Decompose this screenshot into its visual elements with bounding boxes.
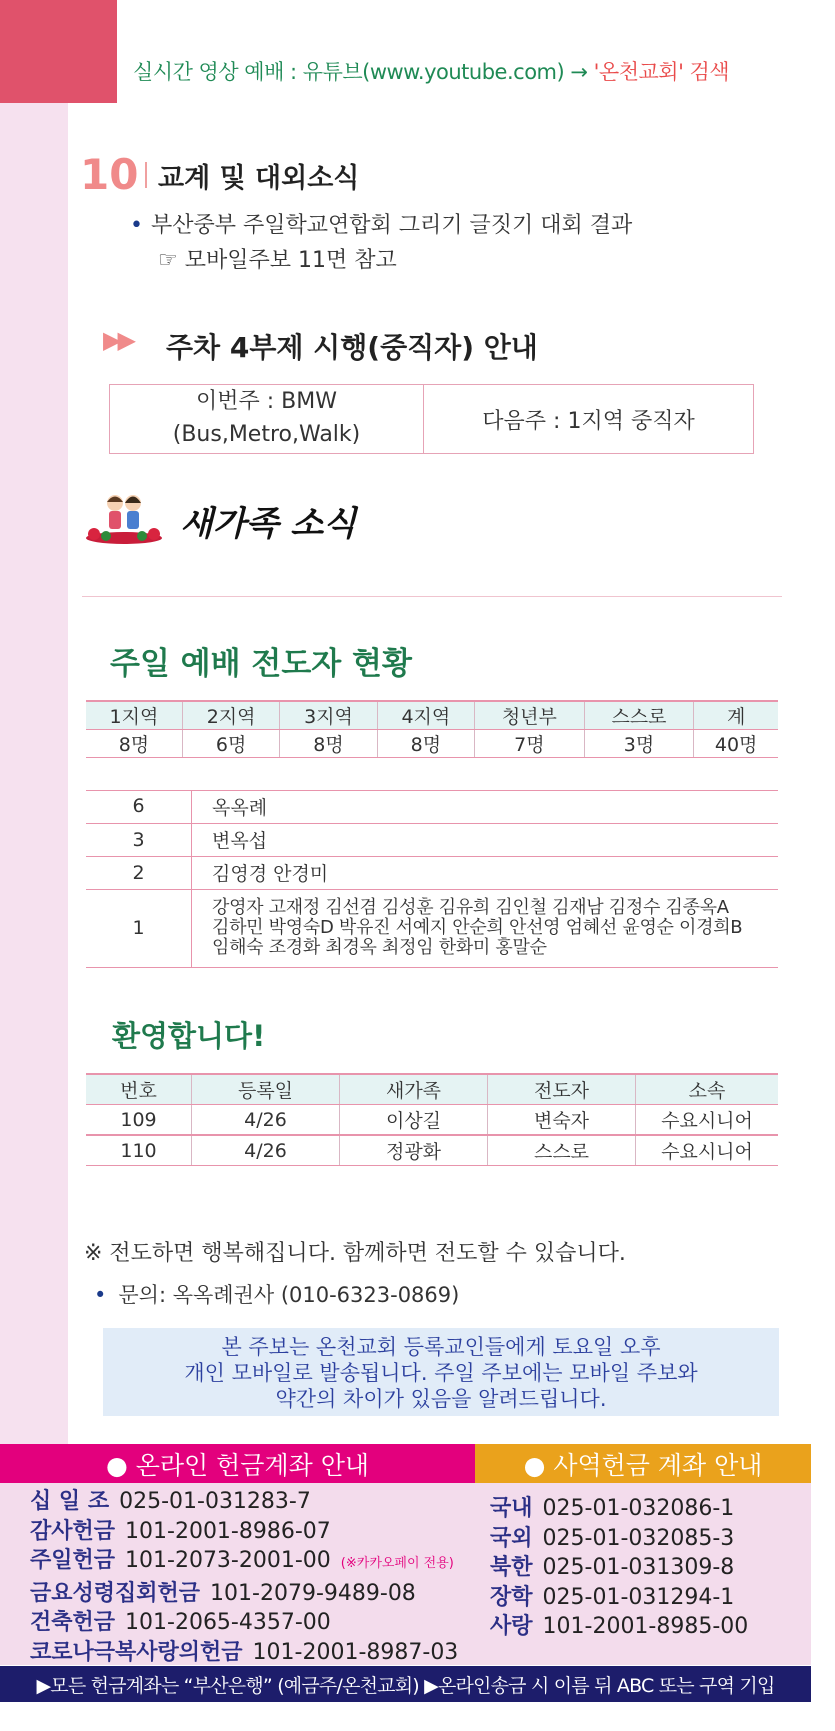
account-label: 국외 — [490, 1525, 533, 1551]
account-label: 코로나극복사랑의헌금 — [30, 1639, 243, 1665]
evangelist-row — [86, 790, 778, 823]
live-stream-text: 실시간 영상 예배 : 유튜브(www.youtube.com) → — [133, 60, 594, 84]
evangelist-count: 1 — [86, 889, 192, 967]
evangelist-names: 옥옥례 — [192, 790, 779, 823]
mission-account-list — [490, 1494, 748, 1642]
region-count: 40명 — [694, 730, 778, 758]
evangelist-names: 김영경 안경미 — [192, 856, 779, 889]
registration-header-row — [86, 1074, 778, 1105]
account-label: 북한 — [490, 1555, 533, 1580]
bullet-icon: • — [130, 213, 143, 238]
evangelist-row — [86, 823, 778, 856]
evangelist-names — [192, 889, 779, 967]
account-item — [490, 1583, 748, 1613]
account-label: 십 일 조 — [30, 1489, 110, 1514]
registration-header: 새가족 — [340, 1074, 488, 1105]
account-item — [30, 1546, 458, 1579]
mission-offering-header: ● 사역헌금 계좌 안내 — [475, 1444, 811, 1483]
welcome-title: 환영합니다! — [112, 1019, 266, 1053]
registration-cell: 스스로 — [488, 1135, 636, 1166]
account-label: 장학 — [490, 1584, 533, 1610]
news-reference: ☞ 모바일주보 11면 참고 — [158, 248, 397, 273]
account-item — [490, 1553, 748, 1583]
news-bullet — [130, 208, 632, 239]
region-table — [86, 700, 778, 758]
registration-cell: 수요시니어 — [636, 1135, 779, 1166]
region-count: 6명 — [182, 730, 279, 758]
region-count: 3명 — [584, 730, 694, 758]
news-bullet-text: 부산중부 주일학교연합회 그리기 글짓기 대회 결과 — [150, 213, 633, 238]
region-header: 청년부 — [475, 701, 585, 730]
contact-text: 문의: 옥옥례권사 (010-6323-0869) — [118, 1283, 460, 1307]
registration-row — [86, 1135, 778, 1166]
live-stream-notice — [133, 56, 729, 86]
mobile-notice-line: 본 주보는 온천교회 등록교인들에게 토요일 오후 — [221, 1335, 661, 1359]
account-number: 101-2065-4357-00 — [125, 1610, 331, 1635]
registration-cell: 4/26 — [192, 1105, 340, 1136]
account-number: 025-01-031283-7 — [119, 1489, 311, 1514]
bank-footer-note: ▶모든 헌금계좌는 “부산은행” (예금주/온천교회) ▶온라인송금 시 이름 뒤 ABC 또는 구역 기입 — [0, 1666, 811, 1702]
registration-cell: 109 — [86, 1105, 192, 1136]
region-count: 8명 — [86, 730, 182, 758]
region-header: 계 — [694, 701, 778, 730]
new-family-title: 새가족 소식 — [180, 504, 357, 544]
account-number: 025-01-031294-1 — [542, 1584, 735, 1610]
live-stream-highlight: '온천교회' 검색 — [593, 60, 730, 84]
account-label: 국내 — [490, 1496, 533, 1521]
account-number: 101-2001-8985-00 — [542, 1614, 749, 1639]
account-number: 101-2073-2001-00 — [125, 1548, 331, 1573]
mobile-bulletin-notice — [103, 1328, 779, 1416]
section-title: 교계 및 대외소식 — [158, 163, 360, 194]
section-number: 10 — [80, 150, 139, 199]
parking-title: 주차 4부제 시행(중직자) 안내 — [166, 331, 538, 364]
region-header: 스스로 — [584, 701, 694, 730]
parking-next-week: 다음주 : 1지역 중직자 — [482, 408, 695, 434]
parking-this-week-line2: (Bus,Metro,Walk) — [172, 422, 361, 447]
account-label: 사랑 — [490, 1614, 533, 1639]
registration-cell: 정광화 — [340, 1135, 488, 1166]
account-item — [30, 1487, 458, 1517]
registration-cell: 이상길 — [340, 1105, 488, 1136]
new-family-couple-icon — [84, 488, 164, 544]
divider-line — [82, 596, 782, 597]
section-divider — [145, 162, 147, 188]
parking-this-week — [110, 385, 424, 453]
account-number: 025-01-032085-3 — [542, 1525, 735, 1551]
parking-this-week-line1: 이번주 : BMW — [196, 389, 337, 414]
mobile-notice-line: 개인 모바일로 발송됩니다. 주일 주보에는 모바일 주보와 — [184, 1361, 698, 1385]
region-header-row — [86, 701, 778, 730]
evangelist-names-line: 임해숙 조경화 최경옥 최정임 한화미 홍말순 — [212, 937, 547, 958]
registration-cell: 4/26 — [192, 1135, 340, 1166]
top-red-block — [0, 0, 117, 103]
registration-header: 소속 — [636, 1074, 779, 1105]
account-label: 금요성령집회헌금 — [30, 1580, 201, 1606]
account-number: 025-01-032086-1 — [542, 1496, 735, 1521]
account-number: 101-2079-9489-08 — [210, 1580, 416, 1606]
account-item — [30, 1608, 458, 1638]
region-count-row — [86, 730, 778, 758]
evangelist-names: 변옥섭 — [192, 823, 779, 856]
account-item — [30, 1517, 458, 1547]
online-offering-header: ● 온라인 헌금계좌 안내 — [0, 1444, 475, 1483]
registration-header: 전도자 — [488, 1074, 636, 1105]
region-count: 8명 — [280, 730, 377, 758]
region-count: 7명 — [475, 730, 585, 758]
evangelist-row — [86, 856, 778, 889]
registration-cell: 변숙자 — [488, 1105, 636, 1136]
evangelist-table — [86, 790, 778, 968]
bullet-icon: • — [94, 1283, 107, 1307]
registration-table — [86, 1073, 778, 1166]
registration-row — [86, 1105, 778, 1136]
evangelist-names-line: 김하민 박영숙D 박유진 서예지 안순희 안선영 엄혜선 윤영순 이경희B — [212, 917, 743, 938]
account-item — [30, 1638, 458, 1668]
account-item — [490, 1524, 748, 1554]
account-item — [490, 1612, 748, 1642]
region-header: 1지역 — [86, 701, 182, 730]
evangelist-count: 3 — [86, 823, 192, 856]
evangelism-note: ※ 전도하면 행복해집니다. 함께하면 전도할 수 있습니다. — [84, 1241, 626, 1266]
region-count: 8명 — [377, 730, 474, 758]
online-account-list — [30, 1487, 458, 1667]
double-arrow-icon: ▶▶ — [103, 326, 132, 354]
account-number: 101-2001-8987-03 — [252, 1639, 459, 1665]
parking-table — [109, 384, 754, 454]
region-header: 2지역 — [182, 701, 279, 730]
mobile-notice-line: 약간의 차이가 있음을 알려드립니다. — [275, 1387, 607, 1411]
account-label: 감사헌금 — [30, 1518, 116, 1544]
account-number: 025-01-031309-8 — [542, 1555, 735, 1580]
account-item — [490, 1494, 748, 1524]
evangelist-names-line: 강영자 고재정 김선겸 김성훈 김유희 김인철 김재남 김정수 김종옥A — [212, 897, 729, 918]
region-header: 3지역 — [280, 701, 377, 730]
account-number: 101-2001-8986-07 — [125, 1518, 331, 1544]
registration-cell: 수요시니어 — [636, 1105, 779, 1136]
registration-header: 번호 — [86, 1074, 192, 1105]
account-label: 주일헌금 — [30, 1548, 116, 1573]
evangelism-title: 주일 예배 전도자 현황 — [110, 646, 412, 682]
evangelist-count: 2 — [86, 856, 192, 889]
account-note: (※카카오페이 전용) — [340, 1556, 454, 1571]
registration-header: 등록일 — [192, 1074, 340, 1105]
left-decor-stripe — [0, 0, 68, 1450]
account-item — [30, 1579, 458, 1609]
region-header: 4지역 — [377, 701, 474, 730]
contact-line — [94, 1279, 459, 1309]
registration-cell: 110 — [86, 1135, 192, 1166]
evangelist-count: 6 — [86, 790, 192, 823]
account-label: 건축헌금 — [30, 1610, 116, 1635]
evangelist-row — [86, 889, 778, 967]
